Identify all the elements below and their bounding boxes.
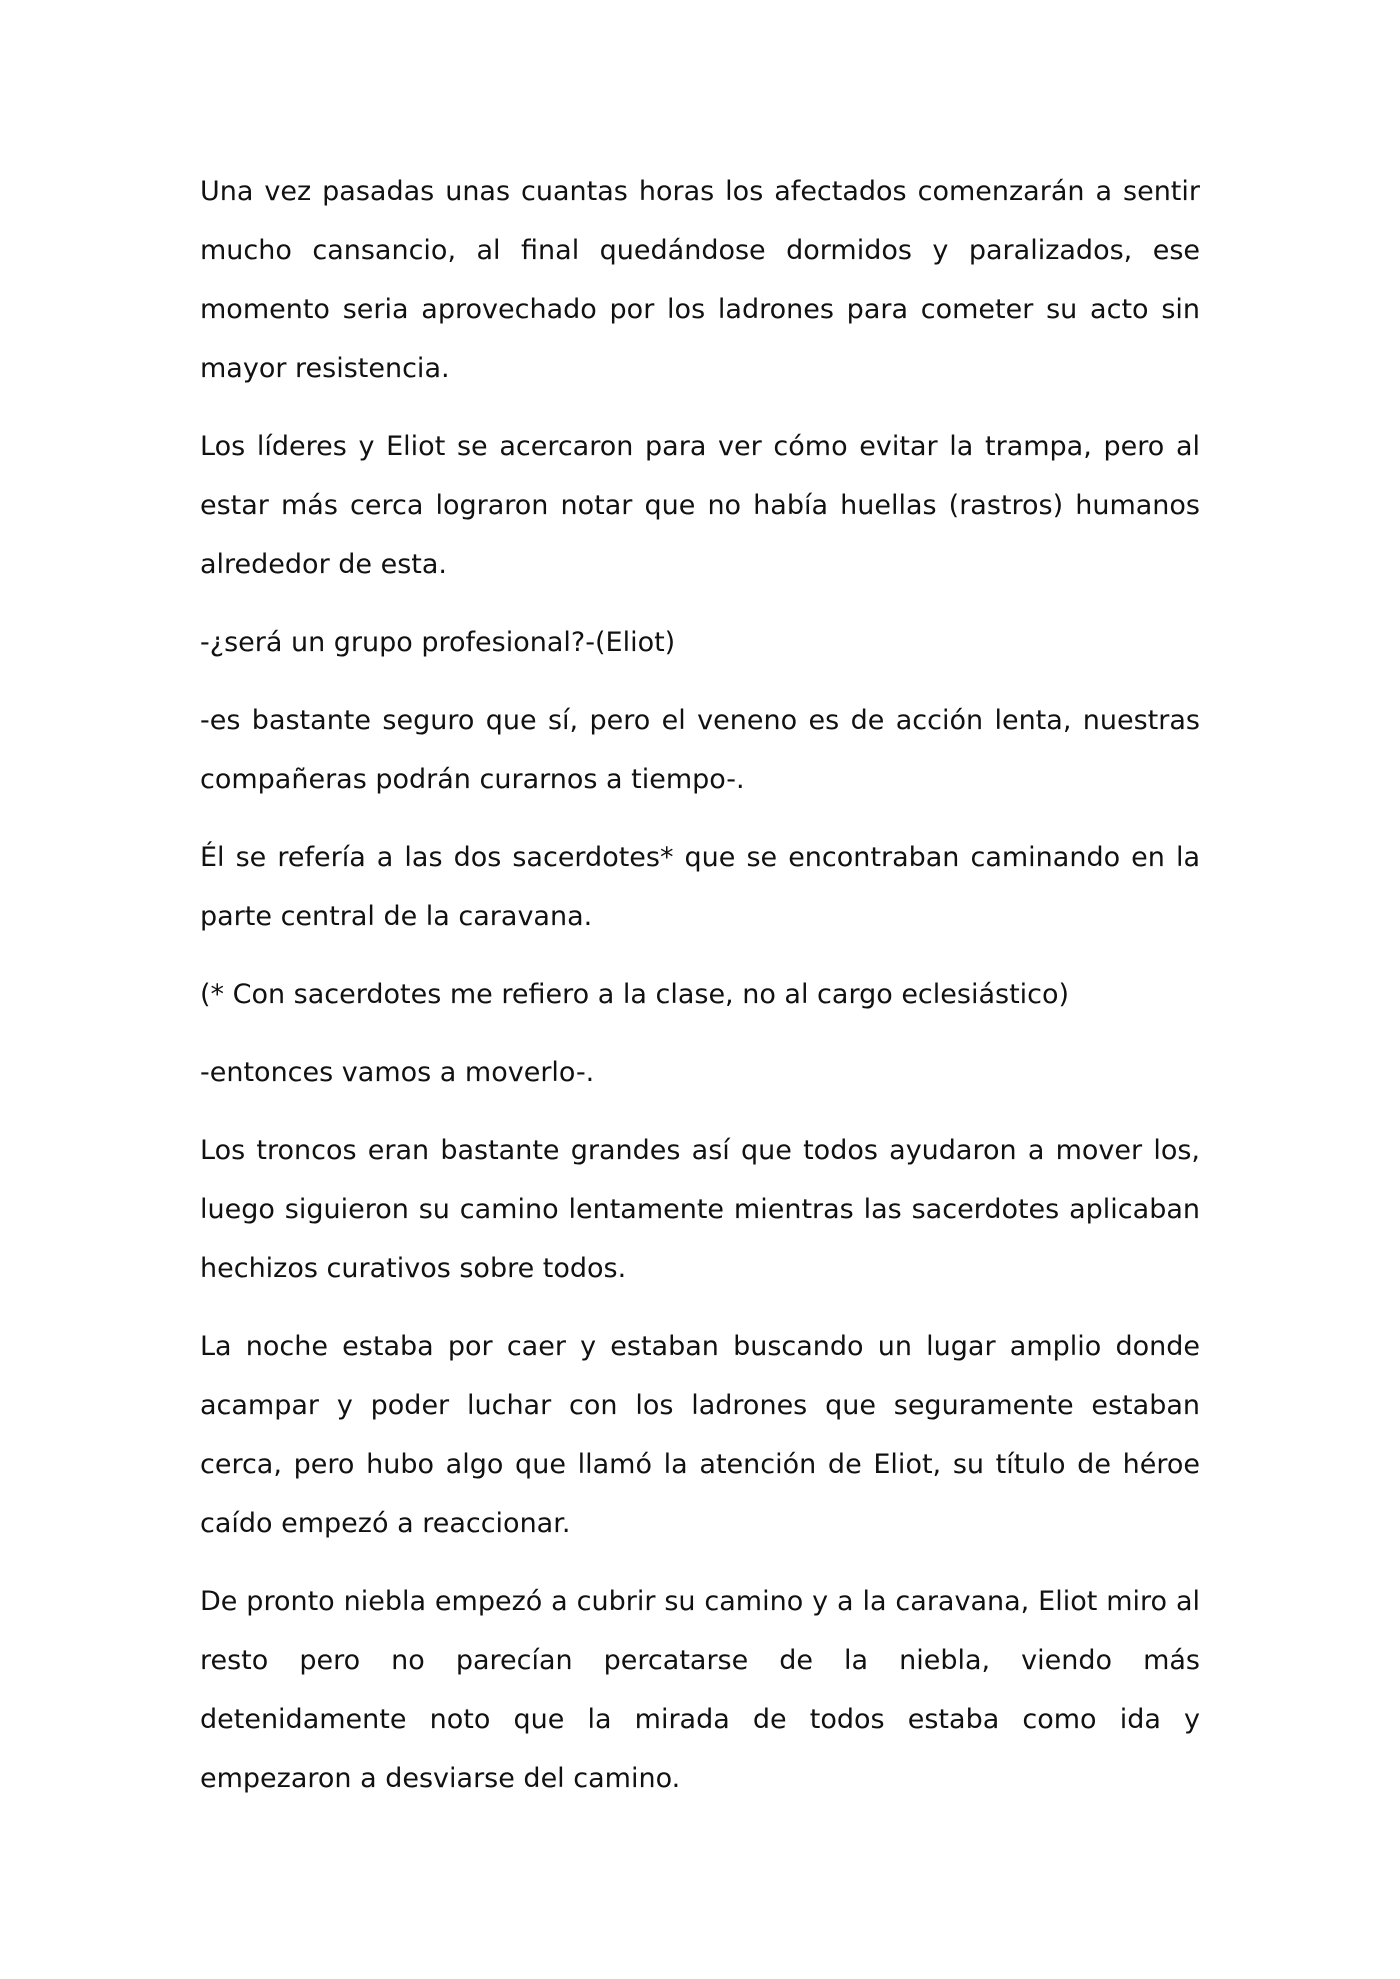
paragraph-1: Una vez pasadas unas cuantas horas los afectados comenzarán a sentir mucho cansancio, al final quedándose dormidos y paralizados, ese momento seria aprovechado por los ladrones para cometer su acto sin mayor resistencia. — [200, 176, 1200, 384]
paragraph-5: La noche estaba por caer y estaban buscando un lugar amplio donde acampar y poder luchar con los ladrones que seguramente estaban cerca, pero hubo algo que llamó la atención de Eliot, su título de héroe caído empezó a reaccionar. — [200, 1331, 1200, 1539]
author-note: (* Con sacerdotes me refiero a la clase, no al cargo eclesiástico) — [200, 979, 1070, 1010]
paragraph-6: De pronto niebla empezó a cubrir su camino y a la caravana, Eliot miro al resto pero no parecían percatarse de la niebla, viendo más detenidamente noto que la mirada de todos estaba como ida y empezaron a desviarse del camino. — [200, 1586, 1200, 1794]
dialogue-line-3: -entonces vamos a moverlo-. — [200, 1057, 595, 1088]
paragraph-2: Los líderes y Eliot se acercaron para ver cómo evitar la trampa, pero al estar más cerca lograron notar que no había huellas (rastros) humanos alrededor de esta. — [200, 431, 1200, 580]
paragraph-4: Los troncos eran bastante grandes así que todos ayudaron a mover los, luego siguieron su camino lentamente mientras las sacerdotes aplicaban hechizos curativos sobre todos. — [200, 1135, 1200, 1284]
paragraph-3: Él se refería a las dos sacerdotes* que se encontraban caminando en la parte central de la caravana. — [200, 842, 1200, 932]
dialogue-line-2: -es bastante seguro que sí, pero el veneno es de acción lenta, nuestras compañeras podrán curarnos a tiempo-. — [200, 705, 1200, 795]
dialogue-line-1: -¿será un grupo profesional?-(Eliot) — [200, 627, 676, 658]
document-body — [200, 162, 1200, 1827]
